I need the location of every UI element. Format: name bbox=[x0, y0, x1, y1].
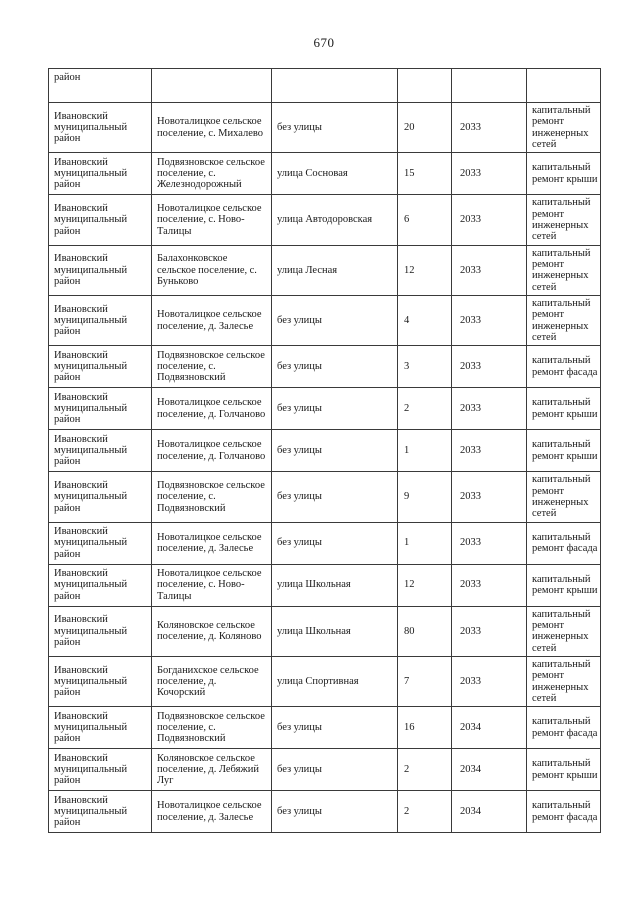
cell-district: Ивановский муниципальный район bbox=[49, 103, 152, 153]
cell-work: капитальный ремонт фасада bbox=[527, 346, 601, 388]
cell-year: 2033 bbox=[452, 606, 527, 656]
cell-settlement: Новоталицкое сельское поселение, д. Залесье bbox=[152, 522, 272, 564]
table-row bbox=[49, 522, 601, 564]
cell-street: улица Спортивная bbox=[272, 656, 398, 706]
cell-year: 2034 bbox=[452, 749, 527, 791]
table-row bbox=[49, 791, 601, 833]
cell-settlement: Новоталицкое сельское поселение, д. Голчаново bbox=[152, 430, 272, 472]
cell-year: 2033 bbox=[452, 103, 527, 153]
cell-year: 2033 bbox=[452, 388, 527, 430]
cell-work: капитальный ремонт крыши bbox=[527, 430, 601, 472]
table-row bbox=[49, 295, 601, 345]
cell-settlement: Балахонковское сельское поселение, с. Буньково bbox=[152, 245, 272, 295]
cell-district: Ивановский муниципальный район bbox=[49, 606, 152, 656]
cell-count: 12 bbox=[398, 564, 452, 606]
cell-count: 15 bbox=[398, 153, 452, 195]
cell-work: капитальный ремонт инженерных сетей bbox=[527, 656, 601, 706]
cell-settlement: Новоталицкое сельское поселение, с. Михалево bbox=[152, 103, 272, 153]
cell-settlement: Новоталицкое сельское поселение, д. Залесье bbox=[152, 791, 272, 833]
cell-street: без улицы bbox=[272, 295, 398, 345]
cell-count: 2 bbox=[398, 388, 452, 430]
cell-settlement: Коляновское сельское поселение, д. Коляново bbox=[152, 606, 272, 656]
cell-district: Ивановский муниципальный район bbox=[49, 656, 152, 706]
cell-district: Ивановский муниципальный район bbox=[49, 564, 152, 606]
cell-count: 6 bbox=[398, 195, 452, 245]
cell-count: 20 bbox=[398, 103, 452, 153]
cell-work: капитальный ремонт крыши bbox=[527, 564, 601, 606]
cell-work: капитальный ремонт инженерных сетей bbox=[527, 195, 601, 245]
cell-district: Ивановский муниципальный район bbox=[49, 749, 152, 791]
cell-district: Ивановский муниципальный район bbox=[49, 388, 152, 430]
cell-year: 2034 bbox=[452, 707, 527, 749]
cell-count bbox=[398, 69, 452, 103]
cell-settlement: Новоталицкое сельское поселение, д. Залесье bbox=[152, 295, 272, 345]
page-number: 670 bbox=[313, 35, 335, 50]
cell-year: 2033 bbox=[452, 472, 527, 522]
cell-work: капитальный ремонт фасада bbox=[527, 522, 601, 564]
cell-district: Ивановский муниципальный район bbox=[49, 430, 152, 472]
cell-street: без улицы bbox=[272, 707, 398, 749]
cell-settlement: Новоталицкое сельское поселение, с. Ново-Талицы bbox=[152, 195, 272, 245]
cell-street: без улицы bbox=[272, 388, 398, 430]
cell-year: 2033 bbox=[452, 346, 527, 388]
cell-district: Ивановский муниципальный район bbox=[49, 153, 152, 195]
cell-count: 80 bbox=[398, 606, 452, 656]
cell-count: 12 bbox=[398, 245, 452, 295]
cell-district: Ивановский муниципальный район bbox=[49, 791, 152, 833]
cell-work: капитальный ремонт фасада bbox=[527, 707, 601, 749]
cell-work: капитальный ремонт инженерных сетей bbox=[527, 103, 601, 153]
cell-settlement: Подвязновское сельское поселение, с. Подвязновский bbox=[152, 472, 272, 522]
cell-count: 4 bbox=[398, 295, 452, 345]
cell-work bbox=[527, 69, 601, 103]
cell-count: 3 bbox=[398, 346, 452, 388]
cell-district: Ивановский муниципальный район bbox=[49, 245, 152, 295]
cell-year: 2033 bbox=[452, 522, 527, 564]
cell-settlement: Подвязновское сельское поселение, с. Железнодорожный bbox=[152, 153, 272, 195]
cell-street: без улицы bbox=[272, 346, 398, 388]
cell-year: 2034 bbox=[452, 791, 527, 833]
table-row bbox=[49, 707, 601, 749]
table-row bbox=[49, 103, 601, 153]
cell-street: без улицы bbox=[272, 522, 398, 564]
cell-year: 2033 bbox=[452, 430, 527, 472]
cell-street: без улицы bbox=[272, 430, 398, 472]
table-row bbox=[49, 245, 601, 295]
cell-count: 1 bbox=[398, 430, 452, 472]
cell-settlement: Новоталицкое сельское поселение, д. Голчаново bbox=[152, 388, 272, 430]
cell-district: Ивановский муниципальный район bbox=[49, 346, 152, 388]
cell-year: 2033 bbox=[452, 153, 527, 195]
cell-street bbox=[272, 69, 398, 103]
cell-year: 2033 bbox=[452, 656, 527, 706]
cell-street: улица Сосновая bbox=[272, 153, 398, 195]
cell-year: 2033 bbox=[452, 195, 527, 245]
table-row bbox=[49, 430, 601, 472]
cell-street: улица Школьная bbox=[272, 606, 398, 656]
table-row bbox=[49, 69, 601, 103]
repair-schedule-table bbox=[48, 68, 601, 833]
table-row bbox=[49, 472, 601, 522]
table-row bbox=[49, 346, 601, 388]
cell-count: 2 bbox=[398, 749, 452, 791]
cell-settlement: Коляновское сельское поселение, д. Лебяжий Луг bbox=[152, 749, 272, 791]
table-row bbox=[49, 153, 601, 195]
cell-count: 16 bbox=[398, 707, 452, 749]
table-row bbox=[49, 195, 601, 245]
cell-district: Ивановский муниципальный район bbox=[49, 707, 152, 749]
cell-year: 2033 bbox=[452, 245, 527, 295]
cell-work: капитальный ремонт инженерных сетей bbox=[527, 295, 601, 345]
cell-work: капитальный ремонт крыши bbox=[527, 153, 601, 195]
cell-work: капитальный ремонт крыши bbox=[527, 749, 601, 791]
cell-street: без улицы bbox=[272, 749, 398, 791]
cell-street: без улицы bbox=[272, 103, 398, 153]
cell-work: капитальный ремонт инженерных сетей bbox=[527, 606, 601, 656]
cell-count: 9 bbox=[398, 472, 452, 522]
cell-count: 7 bbox=[398, 656, 452, 706]
cell-year: 2033 bbox=[452, 564, 527, 606]
cell-district: Ивановский муниципальный район bbox=[49, 472, 152, 522]
cell-district: Ивановский муниципальный район bbox=[49, 295, 152, 345]
cell-work: капитальный ремонт инженерных сетей bbox=[527, 472, 601, 522]
cell-settlement: Подвязновское сельское поселение, с. Подвязновский bbox=[152, 346, 272, 388]
table-row bbox=[49, 749, 601, 791]
cell-street: без улицы bbox=[272, 791, 398, 833]
cell-work: капитальный ремонт инженерных сетей bbox=[527, 245, 601, 295]
cell-settlement bbox=[152, 69, 272, 103]
cell-count: 2 bbox=[398, 791, 452, 833]
table-row bbox=[49, 564, 601, 606]
table-row bbox=[49, 656, 601, 706]
table-row bbox=[49, 606, 601, 656]
cell-year bbox=[452, 69, 527, 103]
cell-settlement: Новоталицкое сельское поселение, с. Ново-Талицы bbox=[152, 564, 272, 606]
table-row bbox=[49, 388, 601, 430]
cell-settlement: Подвязновское сельское поселение, с. Подвязновский bbox=[152, 707, 272, 749]
cell-work: капитальный ремонт крыши bbox=[527, 388, 601, 430]
cell-district: район bbox=[49, 69, 152, 103]
cell-work: капитальный ремонт фасада bbox=[527, 791, 601, 833]
cell-street: без улицы bbox=[272, 472, 398, 522]
schedule-table-body bbox=[49, 69, 601, 833]
cell-street: улица Школьная bbox=[272, 564, 398, 606]
cell-year: 2033 bbox=[452, 295, 527, 345]
cell-street: улица Автодоровская bbox=[272, 195, 398, 245]
cell-street: улица Лесная bbox=[272, 245, 398, 295]
cell-count: 1 bbox=[398, 522, 452, 564]
cell-settlement: Богданихское сельское поселение, д. Кочорский bbox=[152, 656, 272, 706]
cell-district: Ивановский муниципальный район bbox=[49, 195, 152, 245]
cell-district: Ивановский муниципальный район bbox=[49, 522, 152, 564]
